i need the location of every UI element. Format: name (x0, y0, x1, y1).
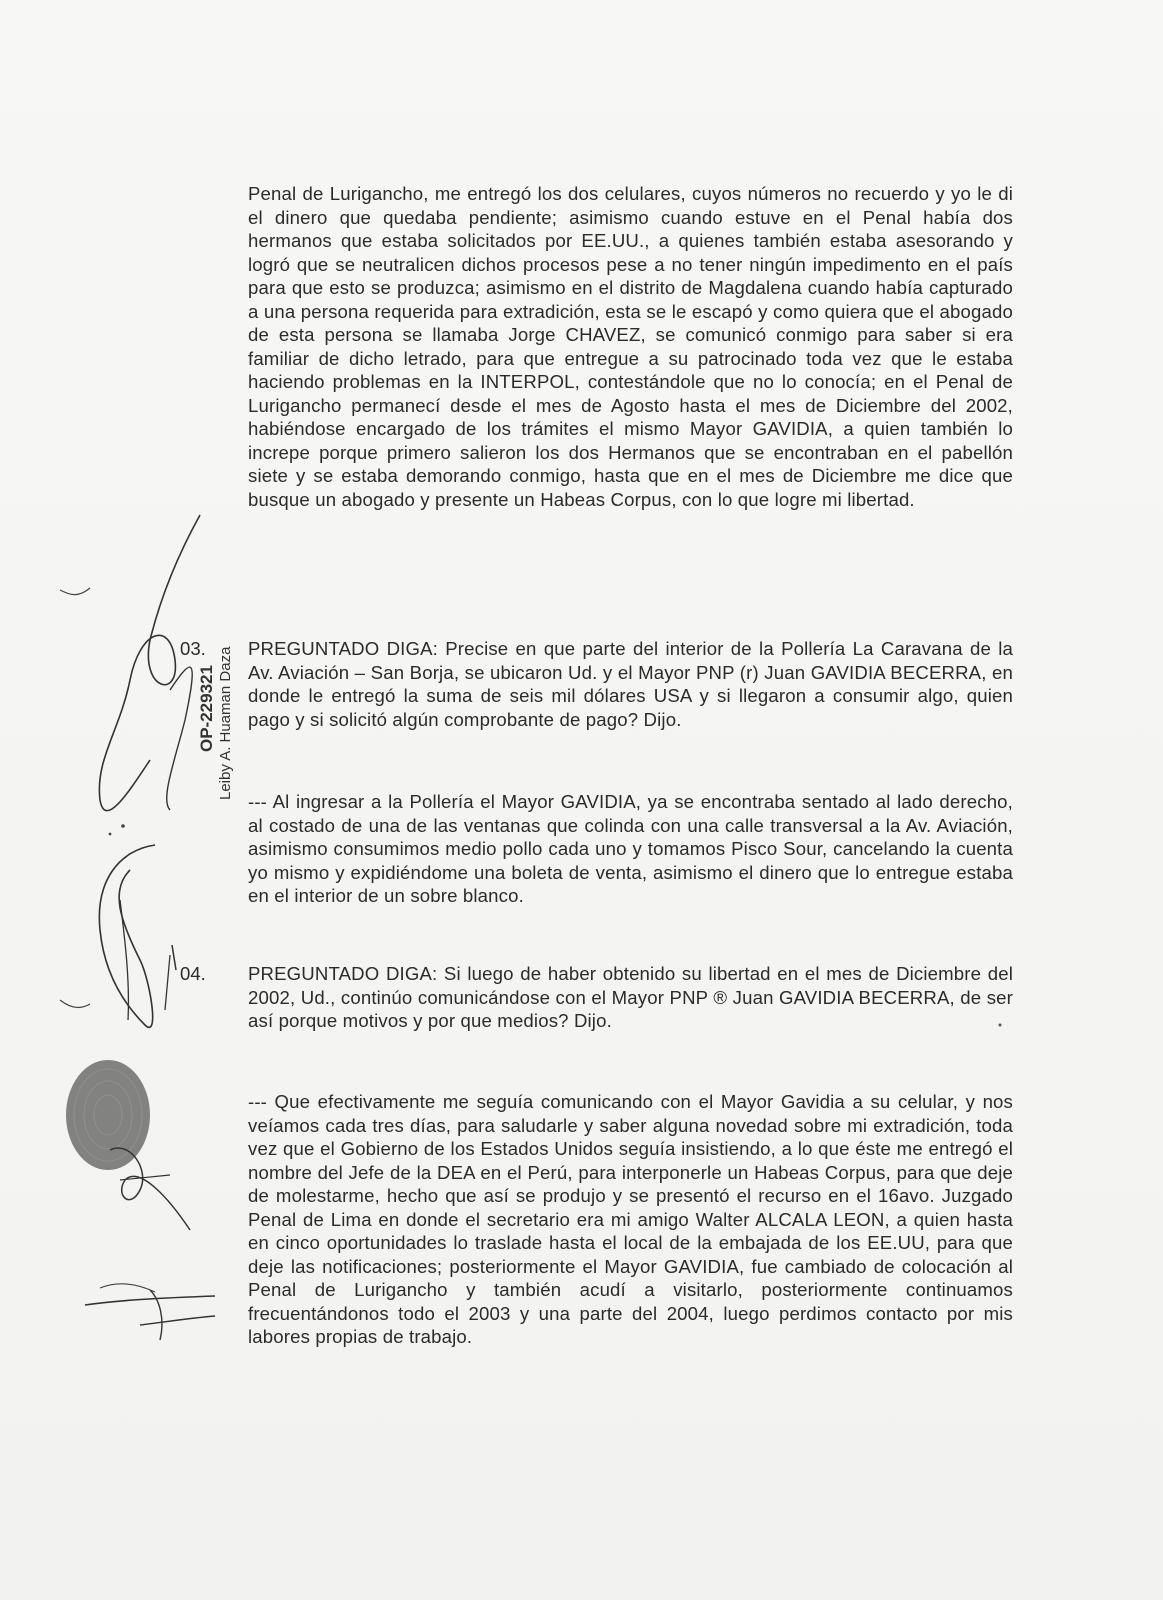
question-4-number: 04. (180, 963, 206, 984)
signature-stroke-7 (60, 1000, 90, 1007)
question-4-text: PREGUNTADO DIGA: Si luego de haber obtenido su libertad en el mes de Diciembre del 2002, Ud., continúo comunicándose con el Mayor PNP ® Juan GAVIDIA BECERRA, de ser así porque motivos y por que medios? Dijo. (248, 963, 1013, 1031)
signature-stroke-6 (165, 955, 170, 1010)
signature-stroke-5 (120, 900, 128, 1020)
signature-stroke-12 (100, 1284, 155, 1292)
answer-4-text: --- Que efectivamente me seguía comunicando con el Mayor Gavidia a su celular, y nos veíamos cada tres días, para saludarle y saber alguna novedad sobre mi extradición, toda vez que el Gobierno de los Estados Unidos seguía insistiendo, a lo que éste me entregó el nombre del Jefe de la DEA en el Perú, para interponerle un Habeas Corpus, para que deje de molestarme, hecho que así se produjo y se presentó el recurso en el 16avo. Juzgado Penal de Lima en donde el secretario era mi amigo Walter ALCALA LEON, a quien hasta en cinco oportunidades lo traslade hasta el local de la embajada de los EE.UU, para que deje las notificaciones; posteriormente el Mayor GAVIDIA, fue cambiado de colocación al Penal de Lurigancho y también acudí a visitarlo, posteriormente continuamos frecuentándonos todo el 2003 y una parte del 2004, luego perdimos contacto por mis labores propias de trabajo. (248, 1091, 1013, 1347)
stamp-id: OP-229321 (197, 665, 216, 752)
signature-stroke-10 (85, 1296, 215, 1305)
stamp-name: Leiby A. Huaman Daza (217, 646, 234, 800)
paragraph-continued-answer: Penal de Lurigancho, me entregó los dos celulares, cuyos números no recuerdo y yo le di el dinero que quedaba pendiente; asimismo cuando estuve en el Penal había dos hermanos que estaba solicitados por EE.UU., a quienes también estaba asesorando y logró que se neutralicen dichos procesos pese a no tener ningún impedimento en el país para que esto se produzca; asimismo en el distrito de Magdalena cuando había capturado a una persona requerida para extradición, esta se le escapó y como quiera que el abogado de esta persona se llamaba Jorge CHAVEZ, se comunicó conmigo para saber si era familiar de dicho letrado, para que entregue a su patrocinado toda vez que le estaba haciendo problemas en la INTERPOL, contestándole que no lo conocía; en el Penal de Lurigancho permanecí desde el mes de Agosto hasta el mes de Diciembre del 2002, habiéndose encargado de los trámites el mismo Mayor GAVIDIA, a quien también lo increpe porque primero salieron los dos Hermanos que se encontraban en el pabellón siete y se estaba demorando conmigo, hasta que en el mes de Diciembre me dice que busque un abogado y presente un Habeas Corpus, con lo que logre mi libertad. (248, 183, 1013, 510)
question-3-text: PREGUNTADO DIGA: Precise en que parte del interior de la Pollería La Caravana de la Av. Aviación – San Borja, se ubicaron Ud. y el Mayor PNP (r) Juan GAVIDIA BECERRA, en donde le entregó la suma de seis mil dólares USA y si llegaron a consumir algo, quien pago y si solicitó algún comprobante de pago? Dijo. (248, 638, 1013, 730)
signature-stroke-4 (99, 845, 155, 1027)
signature-stroke-2 (167, 667, 193, 810)
question-3-number: 03. (180, 638, 206, 659)
fingerprint-mark (66, 1060, 150, 1170)
signature-stroke-1 (99, 515, 200, 811)
answer-3-text: --- Al ingresar a la Pollería el Mayor GAVIDIA, ya se encontraba sentado al lado derecho, al costado de una de las ventanas que colinda con una calle transversal a la Av. Aviación, asimismo consumimos medio pollo cada uno y tomamos Pisco Sour, cancelando la cuenta yo mismo y expidiéndome una boleta de venta, asimismo el dinero que lo entregue estaba en el interior de un sobre blanco. (248, 791, 1013, 906)
signature-stroke-3 (60, 588, 90, 595)
